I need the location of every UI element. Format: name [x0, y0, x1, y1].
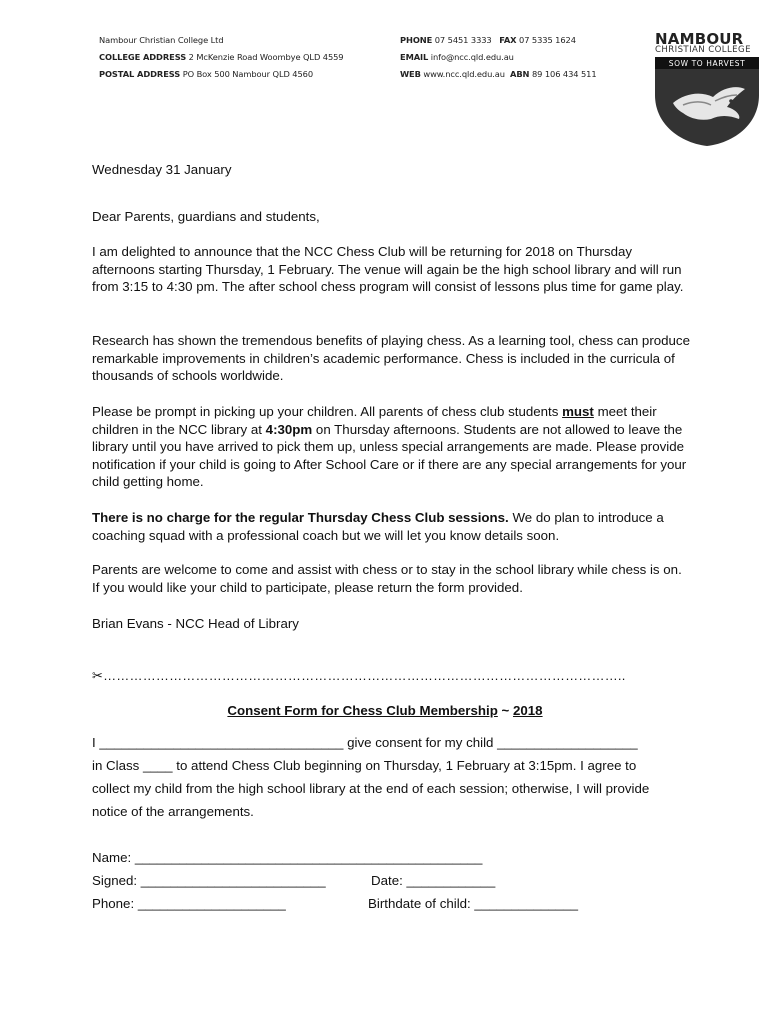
letter-paragraph-2: Research has shown the tremendous benefits of playing chess. As a learning tool, chess can produce remarkable improvements in children’s academic performance. Chess is included in the curricula of thousands of schools worldwide. [92, 333, 690, 384]
cut-line [92, 668, 626, 684]
letterhead [0, 0, 770, 150]
consent-form-title: Consent Form for Chess Club Membership ~ 2018 [227, 703, 543, 718]
letter-paragraph-5: Parents are welcome to come and assist with chess or to stay in the school library while chess is on. If you would like your child to participate, please return the form provided. [92, 562, 682, 595]
consent-line-4: notice of the arrangements. [92, 804, 254, 819]
email: EMAIL info@ncc.qld.edu.au [400, 52, 514, 62]
college-address: COLLEGE ADDRESS 2 McKenzie Road Woombye QLD 4559 [99, 52, 344, 62]
letterhead-contact-block [400, 32, 597, 83]
logo-motto: SOW TO HARVEST [668, 59, 746, 68]
school-name: Nambour Christian College Ltd [99, 35, 224, 45]
letter-signoff: Brian Evans - NCC Head of Library [92, 616, 299, 631]
letterhead-address-block [99, 32, 344, 83]
letter-date: Wednesday 31 January [92, 162, 232, 177]
logo-name: NAMBOUR [655, 30, 744, 48]
name-field[interactable]: Name: _______________________________________________ [92, 850, 483, 865]
web-abn: WEB www.ncc.qld.edu.au ABN 89 106 434 511 [400, 69, 597, 79]
consent-line-1: I _________________________________ give consent for my child ___________________ [92, 735, 638, 750]
birthdate-field[interactable]: Birthdate of child: ______________ [368, 896, 578, 911]
scissors-icon: ✂ [92, 668, 104, 683]
consent-line-3: collect my child from the high school library at the end of each session; otherwise, I will provide [92, 781, 650, 796]
college-logo [651, 30, 766, 148]
cut-dots: ……………………………………………………………………………………………………….. [103, 668, 626, 683]
phone-field[interactable]: Phone: ____________________ [92, 896, 286, 911]
postal-address: POSTAL ADDRESS PO Box 500 Nambour QLD 4560 [99, 69, 314, 79]
signed-field[interactable]: Signed: _________________________ [92, 873, 326, 888]
dove-shield-icon [653, 55, 761, 147]
letter-paragraph-3: Please be prompt in picking up your children. All parents of chess club students must meet their children in the NCC library at 4:30pm on Thursday afternoons. Students are not allowed to leave the library until you have arrived to pick them up, unless special arrangements are made. Please provide notification if your child is going to After School Care or if there are any special arrangements for your child getting home. [92, 404, 687, 490]
consent-line-2: in Class ____ to attend Chess Club beginning on Thursday, 1 February at 3:15pm. I agree to [92, 758, 637, 773]
phone-fax: PHONE 07 5451 3333 FAX 07 5335 1624 [400, 35, 576, 45]
salutation: Dear Parents, guardians and students, [92, 209, 320, 224]
date-field[interactable]: Date: ____________ [371, 873, 496, 888]
letter-paragraph-1: I am delighted to announce that the NCC Chess Club will be returning for 2018 on Thursday afternoons starting Thursday, 1 February. The venue will again be the high school library and will run from 3:15 to 4:30 pm. The after school chess program will consist of lessons plus time for game play. [92, 244, 684, 295]
logo-subtitle: CHRISTIAN COLLEGE [655, 45, 751, 55]
letter-paragraph-4: There is no charge for the regular Thursday Chess Club sessions. We do plan to introduce a coaching squad with a professional coach but we will let you know details soon. [92, 510, 664, 543]
